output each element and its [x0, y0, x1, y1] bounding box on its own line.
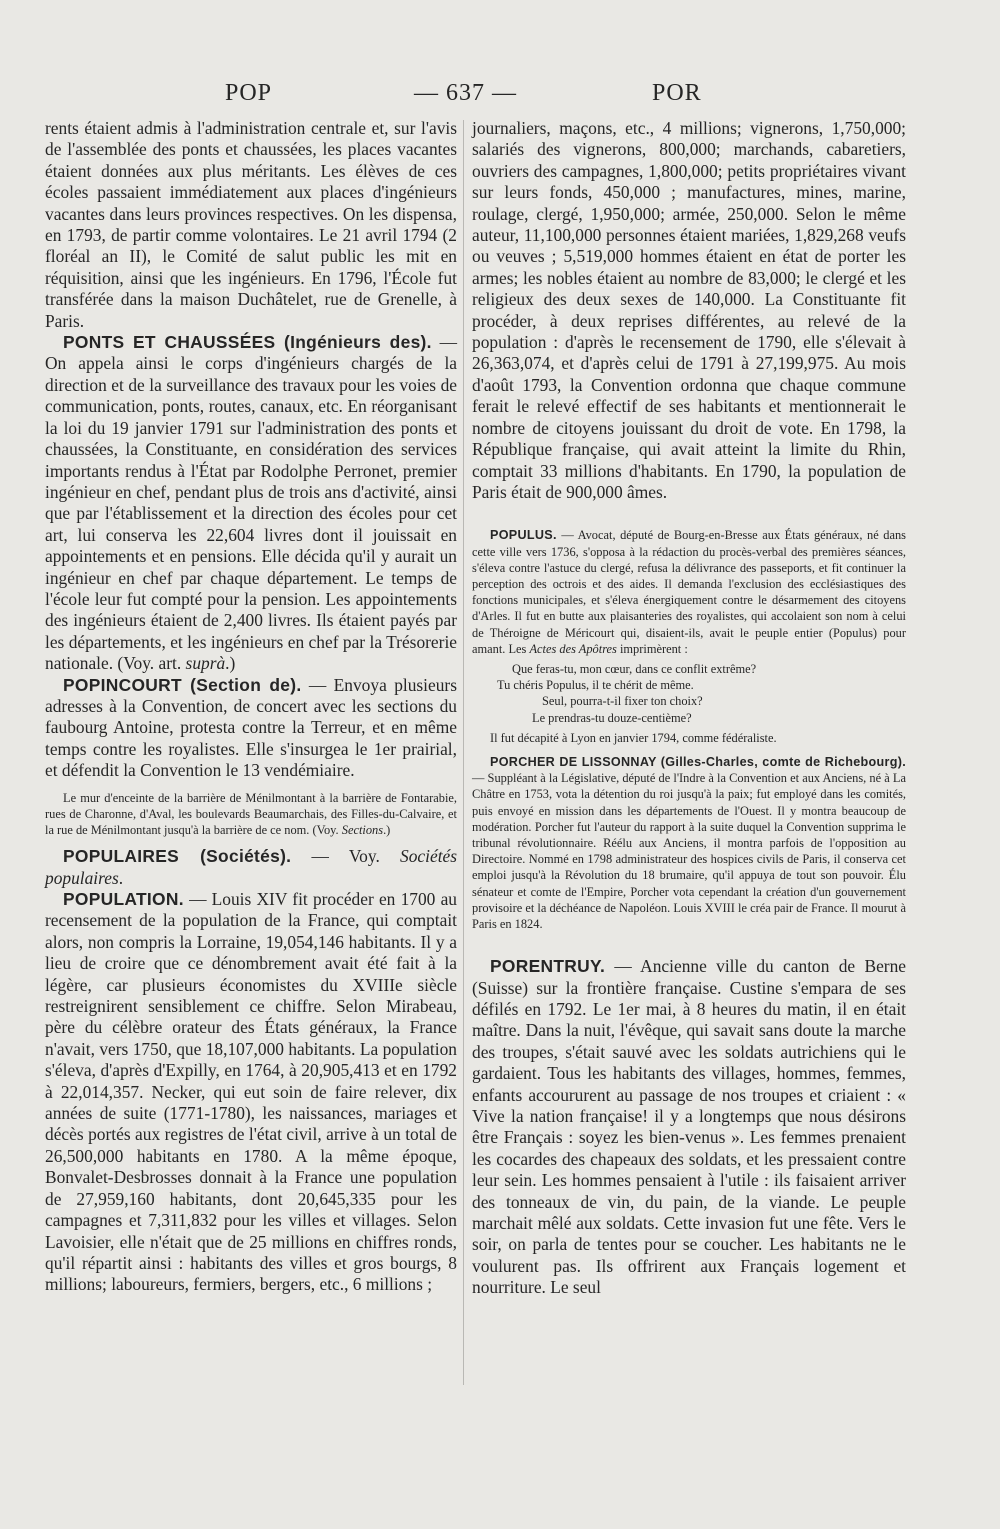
entry-title: POPINCOURT (Section de). — [63, 674, 302, 695]
paragraph-continued: journaliers, maçons, etc., 4 millions; vignerons, 1,750,000; salariés des vignerons, 800,000; marchands, cabaretiers, ouvriers des campagnes, 1,800,000; petits propriétaires vivant sur leurs fonds, 450,000 ; manufactures, mines, marine, roulage, clergé, 1,950,000; armée, 250,000. Selon le même auteur, 11,100,000 personnes étaient mariées, 1,829,268 veufs ou veuves ; 5,519,000 hommes étaient en état de porter les armes; les nobles étaient au nombre de 83,000; le clergé et les religieux des deux sexes de 140,000. La Constituante fit procéder, à deux reprises différentes, au relevé de la population : d'après le recensement de 1790, elle s'élevait à 26,363,074, et d'après celui de 1791 à 27,199,975. Au mois d'août 1793, la Convention ordonna que chaque commune ferait le relevé effectif de ses habitants et mentionnerait le nombre de citoyens jouissant du droit de vote. En 1798, la République française, qui avait atteint la limite du Rhin, comptait 33 millions d'habitants. En 1790, la population de Paris était de 900,000 âmes. — [472, 118, 906, 502]
header-right-keyword: POR — [652, 80, 702, 106]
entry-text-end: .) — [225, 653, 236, 674]
page-header — [0, 80, 1000, 120]
entry-population — [45, 889, 457, 1296]
entry-text: — Suppléant à la Législative, député de l'Indre à la Convention et aux Anciens, né à La Châtre en 1753, vota la détention du roi jusqu'à la paix; fut employé dans les comités, puis envoyé en mission dans les départements de l'Ouest. Il y montra beaucoup de modération. Porcher fut l'auteur du rapport à la suite duquel la Convention supprima le tribunal révolutionnaire. Réélu aux Anciens, il montra parfois de l'opposition au Directoire. Nommé en 1798 administrateur des hospices civils de Paris, il conserva cet emploi jusqu'à la Révolution du 18 brumaire, qu'il appuya de tout son pouvoir. Élu sénateur et comte de l'Empire, Porcher vota cependant la création d'un gouvernement provisoire et la déchéance de Napoléon. Louis XVIII le créa pair de France. Il mourut à Paris en 1824. — [472, 771, 906, 931]
entry-reference: suprà — [185, 653, 226, 674]
column-divider — [463, 120, 464, 1385]
entry-ponts-et-chaussees — [45, 332, 457, 675]
entry-populus-text — [472, 527, 906, 657]
paragraph-continued: rents étaient admis à l'administration centrale et, sur l'avis de l'assemblée des ponts et chaussées, les places vacantes étaient données aux plus méritants. Les élèves de ces écoles passaient immédiatement aux places d'ingénieurs vacantes dans leurs provinces respectives. On les dispensa, en 1793, de partir comme volontaires. Le 21 avril 1794 (2 floréal an II), le Comité de salut public les mit en réquisition, ainsi que les ingénieurs. En 1796, l'École fut transférée dans la maison Duchâtelet, rue de Grenelle, à Paris. — [45, 118, 457, 331]
entry-porentruy — [472, 956, 906, 1299]
poem-line: Que feras-tu, mon cœur, dans ce conflit extrême? — [512, 661, 757, 676]
poem-line: Seul, pourra-t-il fixer ton choix? — [542, 694, 703, 709]
header-left-keyword: POP — [225, 80, 273, 106]
quoted-poem — [472, 661, 906, 726]
entry-text-end: imprimèrent : — [616, 641, 688, 656]
poem-line: Le prendras-tu douze-centième? — [532, 710, 692, 725]
left-column — [45, 118, 457, 1296]
entry-text: — Ancienne ville du canton de Berne (Suisse) sur la frontière française. Custine s'empara de ses défilés en 1792. Le 1er mai, à 8 heures du matin, il en était maître. Dans la nuit, l'évêque, qui savait sans doute la marche des troupes, s'était sauvé avec les soldats autrichiens qui le gardaient. Tous les habitants des villages, hommes, femmes, enfants accoururent au passage de nos troupes et criaient : « Vive la nation française! il y a longtemps que nous désirons être Français : soyez les bien-venus ». Les femmes prenaient les cocardes des chapeaux des soldats, et les pressaient contre leur sein. Les hommes pensaient à l'utile : ils faisaient arriver des tonneaux de vin, du pain, de la viande. Le peuple marchait mêlé aux soldats. Cette invasion fut une fête. Vers le soir, on parla de tentes pour se coucher. Les habitants ne le voulurent pas. Ils offrirent aux Français logement et nourriture. Le seul — [472, 956, 906, 1298]
note-text-end: .) — [383, 823, 391, 837]
entry-text: — Envoya plusieurs adresses à la Convention, de concert avec les sections du faubourg Antoine, protesta contre la Terreur, et en même temps contre les royalistes. Elle s'insurgea le 1er prairial, et défendit la Convention le 13 vendémiaire. — [45, 674, 457, 781]
entry-text: — On appela ainsi le corps d'ingénieurs chargés de la direction et de la surveillance des travaux pour les voies de communication, ponts, routes, canaux, etc. En réorganisant la loi du 19 janvier 1791 sur l'administration des ponts et chaussées, la Constituante, en considération des services importants rendus à l'État par Rodolphe Perronet, premier ingénieur en chef, pendant plus de trois ans d'activité, ainsi que par l'établissement et la direction des écoles pour cet art, lui conserva les 22,604 livres dont il jouissait en appointements et en pensions. Elle décida qu'il y aurait un ingénieur en chef par chaque département. Le temps de l'école leur fut compté pour la pension. Les appointements des ingénieurs étaient de 2,400 livres. Ils étaient payés par les départements, et les ingénieurs en chef par la Trésorerie nationale. (Voy. art. — [45, 332, 457, 674]
note-reference: Sections — [341, 823, 384, 837]
entry-title: PONTS ET CHAUSSÉES (Ingénieurs des). — [63, 332, 432, 353]
entry-text: — Louis XIV fit procéder en 1700 au recensement de la population de la France, qui comptait alors, non compris la Lorraine, 19,054,146 habitants. Il y a lieu de croire que ce dénombrement avait été fait à la légère, car plusieurs économistes du XVIIIe siècle restreignirent sensiblement ce chiffre. Selon Mirabeau, père du célèbre orateur des États généraux, la France n'avait, vers 1750, que 18,107,000 habitants. La population s'éleva, d'après d'Expilly, en 1764, à 20,905,413 et en 1792 à 22,014,357. Necker, qui eut soin de faire relever, dix années de suite (1771-1780), les naissances, mariages et décès portés aux registres de l'état civil, arrive à un total de 26,500,000 habitants en 1780. A la même époque, Bonvalet-Desbrosses donnait à la France une population de 27,959,160 habitants, dont 20,645,335 pour les campagnes et 7,311,832 pour les villes et villages. Selon Lavoisier, elle n'était que de 25 millions en chiffres ronds, qu'il répartit ainsi : habitants des villes et gros bourgs, 8 millions; laboureurs, fermiers, bergers, etc., 6 millions ; — [45, 889, 457, 1295]
entry-reference: Sociétés populaires — [45, 846, 458, 888]
poem-line: Tu chéris Populus, il te chérit de même. — [497, 678, 694, 693]
entry-populus-after: Il fut décapité à Lyon en janvier 1794, comme fédéraliste. — [490, 730, 777, 745]
entry-porcher — [472, 754, 906, 932]
entry-title: POPULAIRES (Sociétés). — [63, 846, 292, 867]
entry-text: — Voy. — [291, 846, 401, 867]
entry-text-end: . — [118, 867, 124, 888]
entry-porcher-text — [472, 754, 906, 932]
entry-title: POPULATION. — [63, 889, 184, 910]
entry-note-popincourt — [45, 790, 457, 839]
entry-text: — Avocat, député de Bourg-en-Bresse aux États généraux, né dans cette ville vers 1736, s'opposa à la rédaction du procès-verbal des premières séances, s'éleva contre l'astuce du clergé, refusa la délivrance des passeports, et fit continuer la perception des octrois et des aides. Il demanda l'exclusion des ecclésiastiques des fonctions municipales, et s'éleva énergiquement contre le désarmement des citoyens d'Arles. Il fut en butte aux plaisanteries des royalistes, qui accolaient son nom à celui de Théroigne de Méricourt qui, disaient-ils, avait le peuple entier (Populus) pour amant. Les — [472, 528, 906, 656]
right-column — [472, 118, 906, 1299]
entry-title: PORCHER DE LISSONNAY (Gilles-Charles, comte de Richebourg). — [490, 754, 906, 769]
page-number: — 637 — — [414, 80, 517, 106]
entry-populus — [472, 527, 906, 746]
entry-title: POPULUS. — [490, 528, 557, 543]
entry-popincourt — [45, 675, 457, 782]
entry-populaires — [45, 846, 457, 889]
note-text: Le mur d'enceinte de la barrière de Ménilmontant à la barrière de Fontarabie, rues de Charonne, d'Aval, les boulevards Beaumarchais, des Filles-du-Calvaire, et la rue de Ménilmontant jusqu'à la barrière de ce nom. (Voy. — [45, 790, 457, 837]
entry-title: PORENTRUY. — [490, 956, 606, 977]
entry-reference: Actes des Apôtres — [529, 641, 617, 656]
